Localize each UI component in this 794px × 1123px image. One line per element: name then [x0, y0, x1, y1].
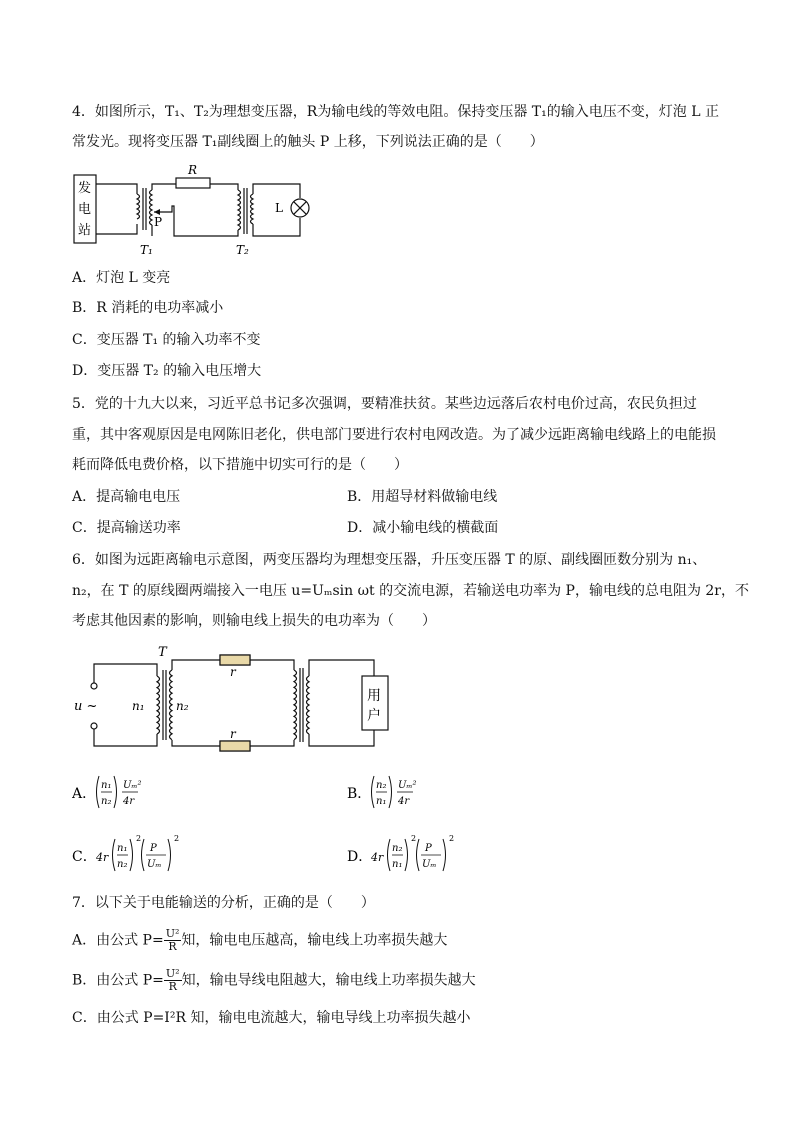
station-char-2: 电 [78, 202, 92, 217]
q7-option-a-fraction [164, 928, 182, 953]
q7b-denominator: R [168, 980, 177, 993]
q6b-um-sq: Uₘ² [398, 780, 417, 791]
q6d-exp2: 2 [449, 834, 455, 843]
q7a-denominator: R [168, 940, 177, 953]
q6-option-d [347, 832, 477, 878]
q6c-4r: 4r [96, 851, 109, 864]
q6-stem-line2: n₂，在 T 的原线圈两端接入一电压 u=Uₘsin ωt 的交流电源，若输送电功率为 P，输电线的总电阻为 2r，不 [72, 583, 749, 599]
transformer-label-t2: T₂ [236, 243, 249, 257]
q7-option-b [72, 968, 476, 993]
q6-option-a [72, 770, 162, 814]
q4-option-c: C．变压器 T₁ 的输入功率不变 [72, 332, 261, 348]
q4-circuit-diagram [72, 160, 322, 260]
q7-option-a-prefix: A．由公式 P= [72, 932, 164, 949]
line-resistor-r-bottom: r [230, 727, 236, 741]
q6b-n2: n₂ [376, 780, 387, 791]
q7-option-a-suffix: 知，输电电压越高，输电线上功率损失越大 [181, 932, 448, 949]
q6a-um-sq: Uₘ² [123, 780, 142, 791]
q4-option-b: B．R 消耗的电功率减小 [72, 300, 224, 316]
q7-option-b-fraction [164, 968, 182, 993]
q7-stem: 7．以下关于电能输送的分析，正确的是（ ） [72, 895, 375, 911]
q6d-n2: n₂ [392, 843, 403, 854]
q6c-exp1: 2 [136, 834, 142, 843]
q5-option-b: B．用超导材料做输电线 [347, 489, 498, 505]
q6c-exp2: 2 [174, 834, 180, 843]
q5-stem-line2: 重，其中客观原因是电网陈旧老化，供电部门要进行农村电网改造。为了减少远距离输电线路上的电能损 [72, 427, 716, 443]
q6a-n2: n₂ [101, 796, 112, 807]
lamp-label-l: L [275, 201, 283, 215]
q7-option-b-prefix: B．由公式 P= [72, 972, 164, 989]
q4-stem-line1: 4．如图所示，T₁、T₂为理想变压器，R为输电线的等效电阻。保持变压器 T₁的输入电压不变，灯泡 L 正 [72, 104, 719, 120]
q5-option-d: D．减小输电线的横截面 [347, 520, 499, 536]
q6d-n1: n₁ [392, 859, 403, 870]
q6-transmission-diagram [72, 640, 402, 755]
q6b-n1: n₁ [376, 796, 387, 807]
q7a-numerator: U² [165, 927, 180, 940]
q6-stem-line3: 考虑其他因素的影响，则输电线上损失的电功率为（ ） [72, 613, 436, 629]
q6c-n2: n₂ [117, 859, 128, 870]
transformer-label-t1: T₁ [140, 243, 153, 257]
q5-option-a: A．提高输电电压 [72, 489, 181, 505]
q6-option-c-label: C． [72, 849, 97, 865]
q6a-4r: 4r [123, 796, 135, 807]
transformer-label-t: T [158, 645, 167, 660]
q7-option-b-suffix: 知，输电导线电阻越大，输电线上功率损失越大 [181, 972, 476, 989]
q6-option-a-label: A． [72, 786, 97, 802]
coil-label-n2: n₂ [176, 699, 189, 713]
q5-stem-line3: 耗而降低电费价格，以下措施中切实可行的是（ ） [72, 457, 408, 473]
user-char-1: 用 [367, 688, 381, 704]
user-char-2: 户 [367, 708, 381, 724]
q6a-n1: n₁ [101, 780, 112, 791]
q4-option-d: D．变压器 T₂ 的输入电压增大 [72, 363, 262, 379]
station-char-3: 站 [78, 223, 92, 238]
q6-option-b-label: B． [347, 786, 372, 802]
q6-option-c [72, 832, 202, 878]
resistor-label-r: R [188, 163, 198, 177]
line-resistor-r-top: r [230, 665, 236, 679]
q4-option-a: A．灯泡 L 变亮 [72, 270, 171, 286]
q7b-numerator: U² [165, 967, 180, 980]
q5-stem-line1: 5．党的十九大以来，习近平总书记多次强调，要精准扶贫。某些边远落后农村电价过高，农民负担过 [72, 396, 697, 412]
source-label-u: u ~ [74, 699, 98, 714]
q4-stem-line2: 常发光。现将变压器 T₁副线圈上的触头 P 上移，下列说法正确的是（ ） [72, 134, 544, 150]
q6c-n1: n₁ [117, 843, 128, 854]
q6c-p: P [150, 843, 157, 854]
slider-label-p: P [154, 215, 163, 229]
q7-option-a [72, 928, 447, 953]
q6c-um: Uₘ [147, 859, 162, 870]
coil-label-n1: n₁ [132, 699, 145, 713]
q6-stem-line1: 6．如图为远距离输电示意图，两变压器均为理想变压器，升压变压器 T 的原、副线圈匝数分别为 n₁、 [72, 552, 707, 568]
q6d-4r: 4r [371, 851, 384, 864]
q7-option-c: C．由公式 P=I²R 知，输电电流越大，输电导线上功率损失越小 [72, 1010, 471, 1026]
q6-option-b [347, 770, 437, 814]
q6d-um: Uₘ [422, 859, 437, 870]
q6b-4r: 4r [398, 796, 410, 807]
q6d-p: P [425, 843, 432, 854]
q6-option-d-label: D． [347, 849, 373, 865]
q5-option-c: C．提高输送功率 [72, 520, 181, 536]
station-char-1: 发 [78, 181, 92, 196]
q6d-exp1: 2 [411, 834, 417, 843]
